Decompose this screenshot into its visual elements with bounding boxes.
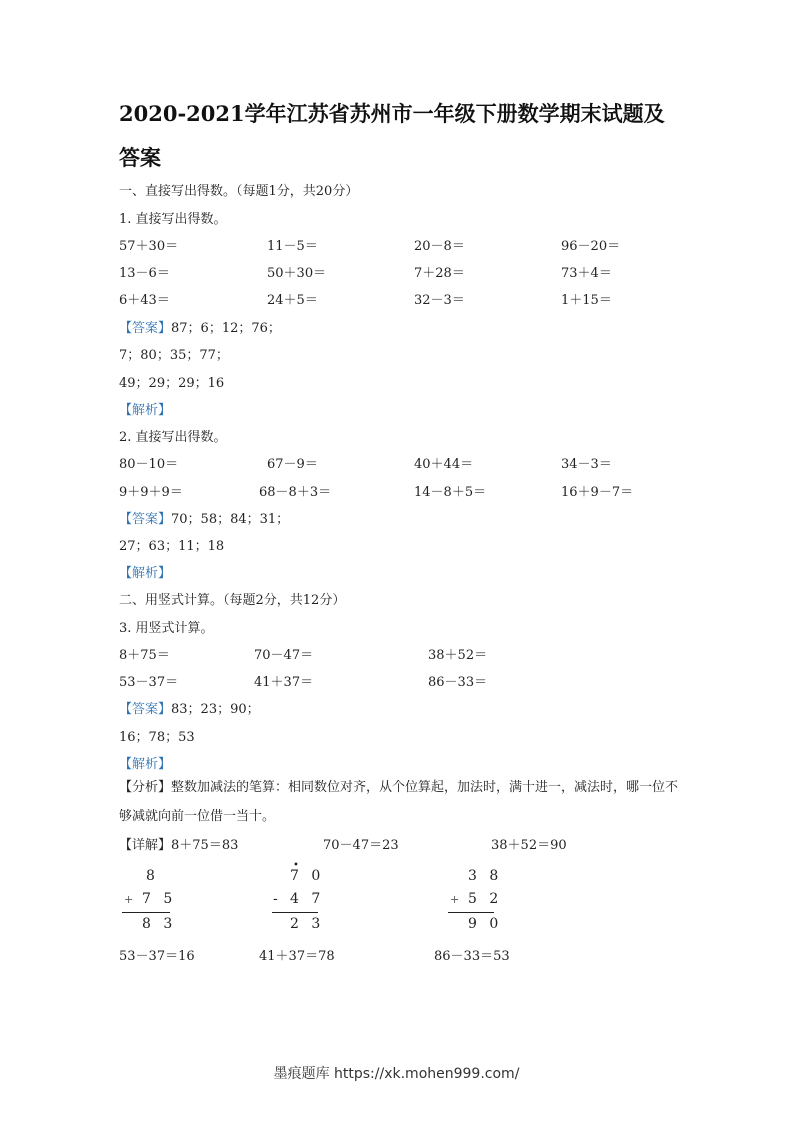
q1-item: 24＋5＝ [267, 293, 318, 308]
fenxi-tag: 【分析】 [119, 780, 172, 795]
vertical-result: 2 3 [290, 916, 325, 932]
answer-text: 83；23；90； [171, 702, 260, 717]
q1-answer-line [119, 317, 281, 336]
vertical-calc-3 [446, 862, 526, 937]
q1-item: 20－8＝ [414, 239, 465, 254]
q2-item: 34－3＝ [561, 457, 612, 472]
q2-answer-line [119, 508, 289, 527]
q1-analysis-tag: 【解析】 [119, 403, 172, 418]
footer-watermark: 墨痕题库 https://xk.mohen999.com/ [273, 1066, 520, 1082]
q1-item: 50＋30＝ [267, 266, 327, 281]
q3-answer-line: 16；78；53 [119, 730, 195, 745]
q2-item: 40＋44＝ [414, 457, 474, 472]
answer-text: 87；6；12；76； [171, 321, 281, 336]
section-1-heading: 一、直接写出得数。（每题1分，共20分） [119, 184, 359, 199]
q1-answer-line: 49；29；29；16 [119, 376, 225, 391]
q3-analysis-tag: 【解析】 [119, 757, 172, 772]
q1-answer-line: 7；80；35；77； [119, 348, 229, 363]
vertical-operator: + [124, 893, 138, 906]
q1-item: 57＋30＝ [119, 239, 179, 254]
q2-item: 16＋9－7＝ [561, 485, 634, 500]
fenxi-text: 整数加减法的笔算：相同数位对齐，从个位算起，加法时，满十进一，减法时，哪一位不够减就向前一位借一当十。 [119, 780, 679, 824]
section-2-heading: 二、用竖式计算。（每题2分，共12分） [119, 593, 346, 608]
vertical-result: 9 0 [468, 916, 503, 932]
bottom-eq: 86－33＝53 [434, 949, 510, 964]
q3-item: 38＋52＝ [428, 648, 488, 663]
vertical-result: 8 3 [142, 916, 177, 932]
vertical-calc-2 [270, 862, 350, 937]
q1-item: 13－6＝ [119, 266, 170, 281]
detail-eq: 8＋75＝83 [171, 838, 239, 853]
answer-tag: 【答案】 [119, 512, 172, 527]
borrow-dot: • [293, 860, 299, 871]
question-2-label: 2. 直接写出得数。 [119, 430, 227, 445]
vertical-bottom: 5 2 [468, 891, 503, 907]
answer-text: 70；58；84；31； [171, 512, 290, 527]
q1-item: 73＋4＝ [561, 266, 612, 281]
bottom-eq: 41＋37＝78 [259, 949, 335, 964]
q3-item: 41＋37＝ [254, 675, 314, 690]
vertical-calc-1 [120, 862, 200, 937]
q1-item: 96－20＝ [561, 239, 621, 254]
q3-item: 86－33＝ [428, 675, 488, 690]
vertical-top: 8 [146, 868, 159, 884]
detail-eq: 70－47＝23 [323, 838, 399, 853]
q3-answer-line [119, 698, 260, 717]
vertical-rule [272, 912, 318, 913]
q1-item: 11－5＝ [267, 239, 318, 254]
q3-item: 70－47＝ [254, 648, 314, 663]
vertical-operator: - [273, 891, 282, 907]
q1-item: 32－3＝ [414, 293, 465, 308]
vertical-bottom: 7 5 [142, 891, 177, 907]
answer-tag: 【答案】 [119, 321, 172, 336]
q2-item: 14－8＋5＝ [414, 485, 487, 500]
answer-tag: 【答案】 [119, 702, 172, 717]
bottom-eq: 53－37＝16 [119, 949, 195, 964]
q2-item: 9＋9＋9＝ [119, 485, 183, 500]
q2-answer-line: 27；63；11；18 [119, 539, 225, 554]
q1-item: 7＋28＝ [414, 266, 465, 281]
detail-eq: 38＋52＝90 [491, 838, 567, 853]
q3-analysis-paragraph [119, 773, 679, 831]
page-title: 2020-2021学年江苏省苏州市一年级下册数学期末试题及答案 [119, 101, 665, 170]
q1-item: 6＋43＝ [119, 293, 170, 308]
vertical-rule [448, 912, 494, 913]
q1-item: 1＋15＝ [561, 293, 612, 308]
q2-item: 80－10＝ [119, 457, 179, 472]
q2-analysis-tag: 【解析】 [119, 566, 172, 581]
q3-item: 53－37＝ [119, 675, 179, 690]
q2-item: 67－9＝ [267, 457, 318, 472]
q3-item: 8＋75＝ [119, 648, 170, 663]
question-1-label: 1. 直接写出得数。 [119, 212, 227, 227]
detail-tag: 【详解】 [119, 838, 172, 853]
vertical-bottom: 4 7 [290, 891, 325, 907]
question-3-label: 3. 用竖式计算。 [119, 621, 214, 636]
vertical-operator: + [450, 893, 464, 906]
q2-item: 68－8＋3＝ [259, 485, 332, 500]
vertical-top: 7 0 [290, 868, 325, 884]
detail-line [119, 834, 238, 853]
vertical-top: 3 8 [468, 868, 503, 884]
vertical-rule [122, 912, 170, 913]
